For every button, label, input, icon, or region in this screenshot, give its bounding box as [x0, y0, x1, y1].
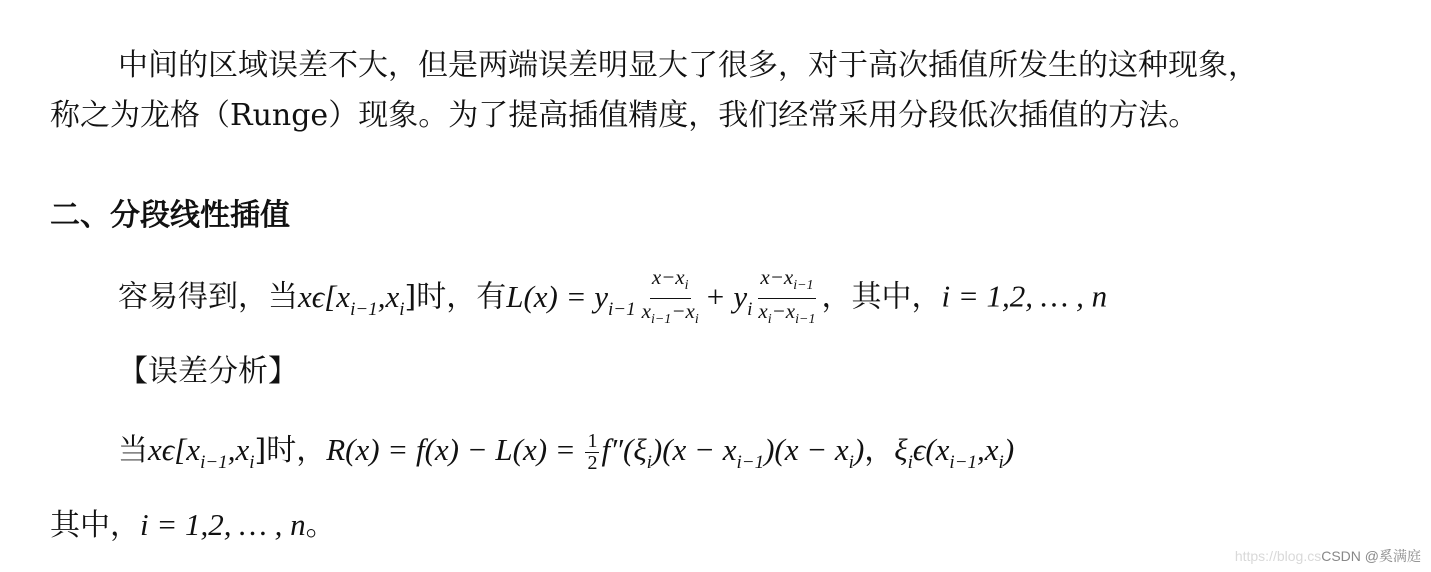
l-of-x: $L(x) = y_{i-1}$: [506, 278, 636, 320]
index-range: i = 1,2, … , n: [941, 278, 1108, 314]
paragraph-line-2: 称之为龙格（Runge）现象。为了提高插值精度，我们经常采用分段低次插值的方法。: [50, 98, 1199, 133]
fraction-1: $\frac{x-x_i}{x_{i-1}-x_i}$: [641, 265, 699, 327]
formula-line: [118, 265, 1107, 332]
formula-text: ]时，有: [404, 279, 507, 315]
plus-y: + $y_i$: [704, 278, 753, 320]
remainder-expression: R(x) = f(x) − L(x) = $\frac{1}{2}$ $f''(\xi_i)(x - x_{i-1})(x - x_i)$: [326, 430, 865, 475]
one-half-fraction: $\frac{1}{2}$: [587, 430, 598, 475]
formula-tail-text: ，其中，: [821, 279, 942, 315]
fraction-2: $\frac{x-x_{i-1}}{x_i-x_{i-1}}$: [758, 265, 816, 327]
interval-expression: $x\epsilon[x_{i-1},x_i$: [298, 278, 405, 320]
formula-intro: 容易得到，当: [118, 279, 298, 315]
final-line: 其中，i = 1,2, … , n。: [50, 507, 336, 543]
section-heading: 二、分段线性插值: [50, 198, 290, 233]
csdn-watermark: https://blog.csCSDN @奚满庭: [1234, 548, 1421, 564]
remainder-line: 当$x\epsilon[x_{i-1},x_i]$时，R(x) = f(x) − L(x) = $\frac{1}{2}$ $f''(\xi_i)(x - x_{i-1})(x - x_i)$，$\xi_i\epsilon(x_{i-1},x_i)$: [118, 430, 1015, 475]
xi-interval: $\xi_i\epsilon(x_{i-1},x_i)$: [894, 432, 1015, 473]
error-analysis-label: 【误差分析】: [118, 354, 298, 389]
paragraph-line-1: 中间的区域误差不大，但是两端误差明显大了很多，对于高次插值所发生的这种现象，: [118, 48, 1258, 83]
